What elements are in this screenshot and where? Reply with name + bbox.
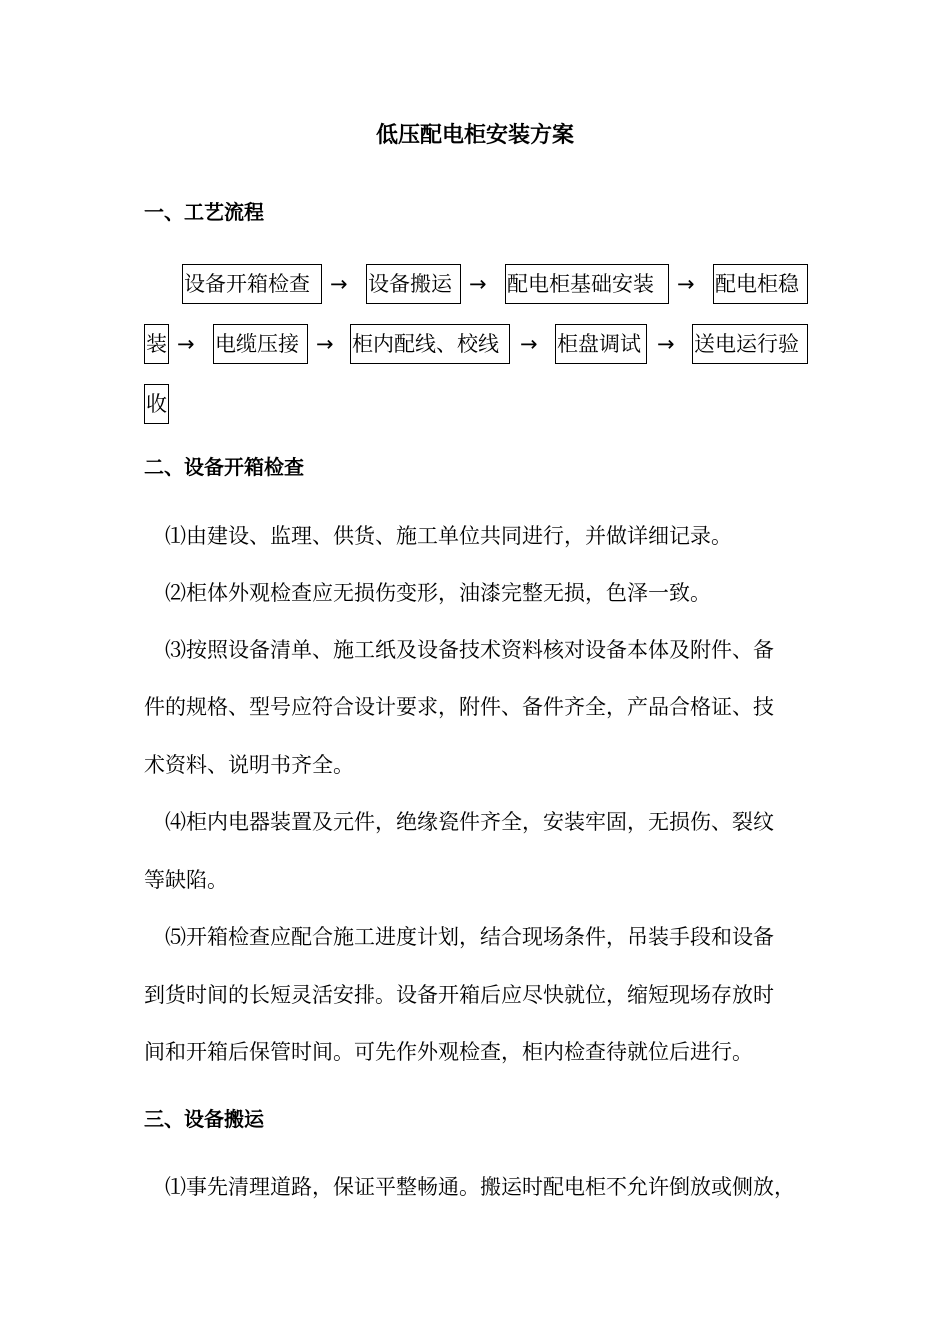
flow-arrow: → [657,332,675,356]
paragraph-line: ⑵柜体外观检查应无损伤变形，油漆完整无损，色泽一致。 [165,581,711,605]
flow-step-cable: 电缆压接 [213,324,308,364]
flow-step-unpacking: 设备开箱检查 [182,264,322,304]
section-heading-process: 一、工艺流程 [144,200,264,224]
flow-step-debug: 柜盘调试 [555,324,647,364]
flow-line-1 [144,264,808,308]
flow-arrow: → [677,272,695,296]
flow-step-wiring: 柜内配线、校线 [350,324,510,364]
paragraph-line: ⑴事先清理道路，保证平整畅通。搬运时配电柜不允许倒放或侧放， [165,1175,795,1199]
flow-line-3 [144,384,808,428]
flow-arrow: → [177,332,195,356]
flow-step-transport: 设备搬运 [366,264,461,304]
flow-arrow: → [316,332,334,356]
flow-arrow: → [330,272,348,296]
section-heading-unpacking: 二、设备开箱检查 [144,455,304,479]
paragraph-line: 间和开箱后保管时间。可先作外观检查，柜内检查待就位后进行。 [144,1040,753,1064]
paragraph-line: ⑸开箱检查应配合施工进度计划，结合现场条件，吊装手段和设备 [165,925,774,949]
paragraph-line: ⑷柜内电器装置及元件，绝缘瓷件齐全，安装牢固，无损伤、裂纹 [165,810,774,834]
flow-step-power-on: 送电运行验 [692,324,808,364]
flow-step-stabilize-cont: 装 [144,324,169,364]
section-heading-transport: 三、设备搬运 [144,1107,264,1131]
paragraph-line: ⑶按照设备清单、施工纸及设备技术资料核对设备本体及附件、备 [165,638,774,662]
paragraph-line: ⑴由建设、监理、供货、施工单位共同进行，并做详细记录。 [165,524,732,548]
paragraph-line: 术资料、说明书齐全。 [144,753,354,777]
flow-arrow: → [520,332,538,356]
flow-step-stabilize: 配电柜稳 [713,264,808,304]
paragraph-line: 等缺陷。 [144,868,228,892]
paragraph-line: 到货时间的长短灵活安排。设备开箱后应尽快就位，缩短现场存放时 [144,983,774,1007]
paragraph-line: 件的规格、型号应符合设计要求，附件、备件齐全，产品合格证、技 [144,695,774,719]
flow-step-foundation: 配电柜基础安装 [505,264,669,304]
flow-line-2 [144,324,808,368]
document-title: 低压配电柜安装方案 [375,123,574,148]
flow-arrow: → [469,272,487,296]
flow-step-power-on-cont: 收 [144,384,169,424]
